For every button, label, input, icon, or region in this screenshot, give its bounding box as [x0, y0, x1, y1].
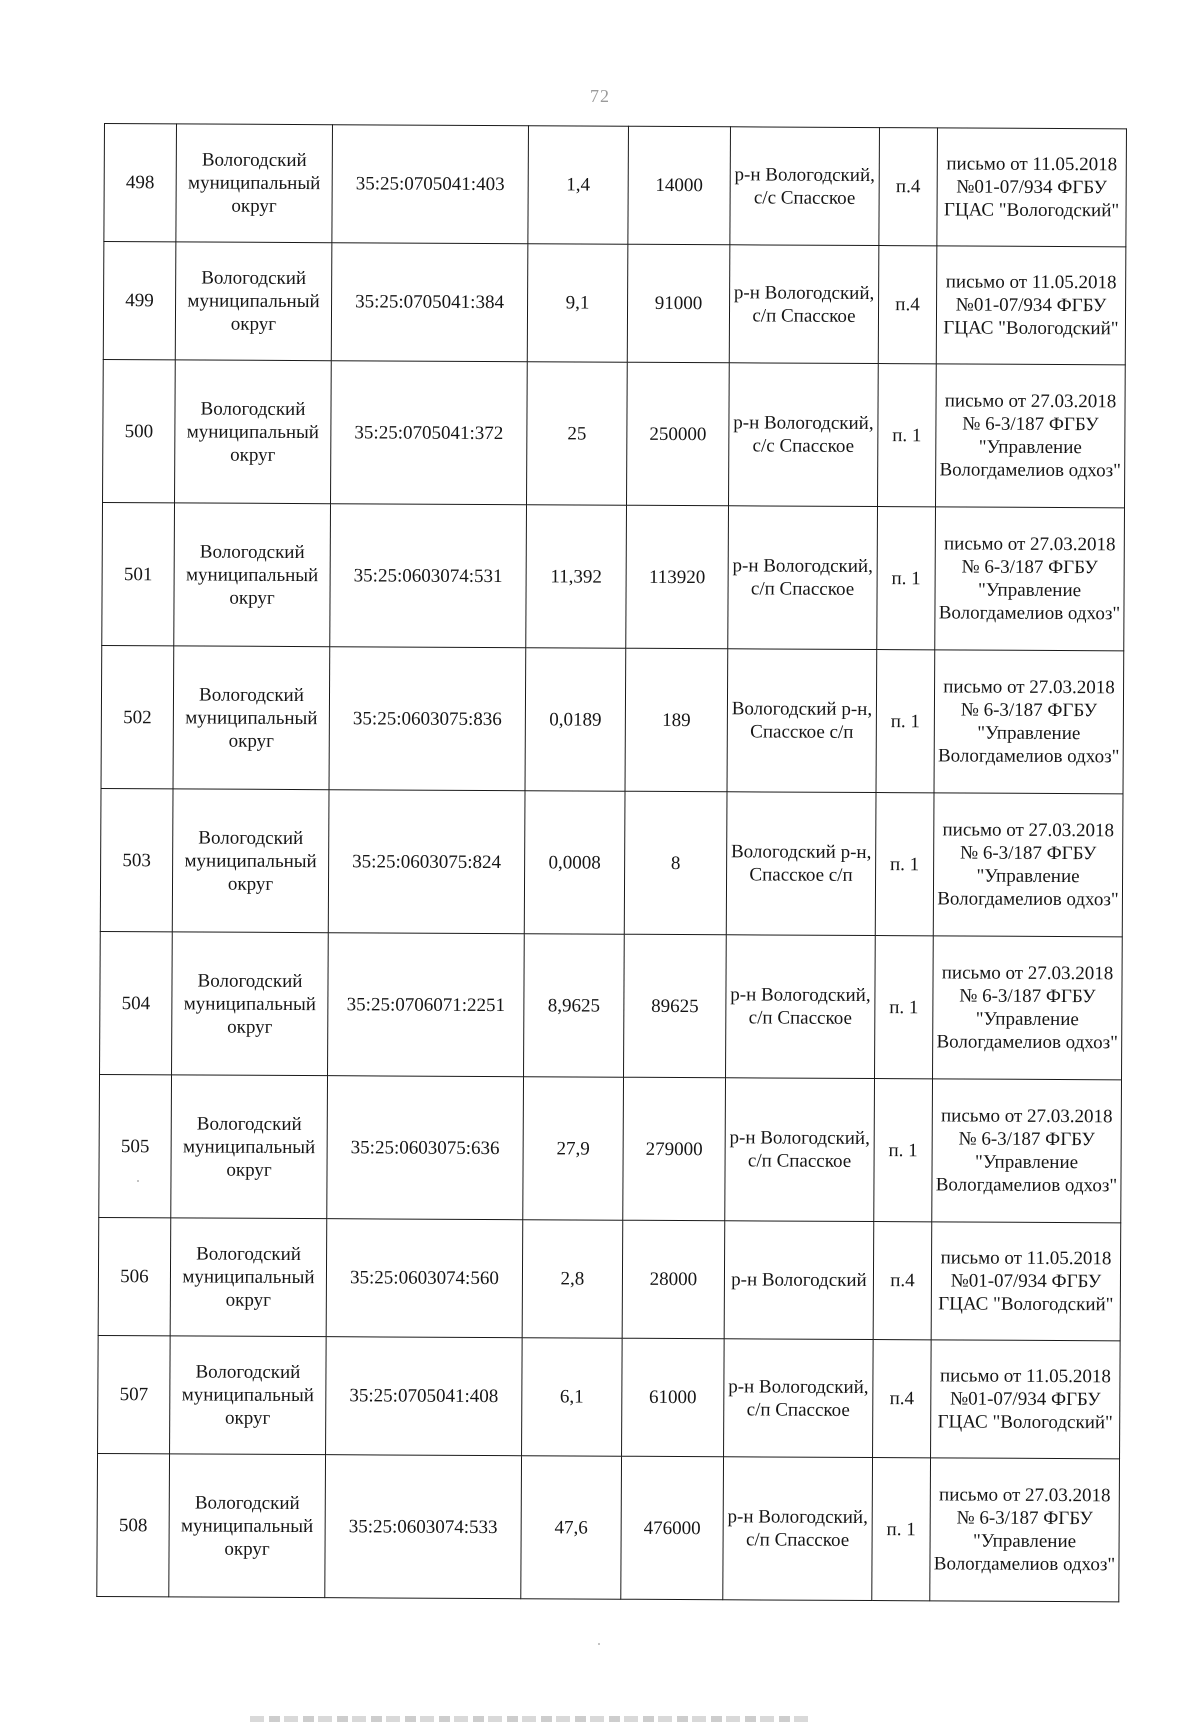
- cadastral-number-cell: 35:25:0705041:372: [331, 361, 528, 505]
- table-row: [100, 931, 1123, 1079]
- cadastral-number-cell: 35:25:0705041:403: [332, 125, 529, 244]
- clause-cell: п. 1: [872, 1458, 931, 1601]
- area-m2-cell: 89625: [624, 934, 727, 1078]
- basis-document-cell: письмо от 27.03.2018 № 6-3/187 ФГБУ "Управление Вологдамелиов одхоз": [932, 1079, 1122, 1223]
- area-m2-cell: 8: [624, 791, 727, 935]
- table-body: [97, 124, 1127, 1602]
- clause-cell: п. 1: [876, 650, 935, 793]
- clause-cell: п. 1: [874, 1079, 933, 1222]
- owner-cell: Вологодский муниципальный округ: [171, 1075, 328, 1219]
- cadastral-number-cell: 35:25:0603074:533: [325, 1455, 522, 1599]
- location-cell: р-н Вологодский, с/п Спасское: [724, 1339, 874, 1458]
- row-number-cell: 499: [103, 242, 176, 360]
- area-m2-cell: 189: [625, 648, 728, 792]
- clause-cell: п.4: [873, 1222, 932, 1340]
- basis-document-cell: письмо от 27.03.2018 № 6-3/187 ФГБУ "Управление Вологдамелиов одхоз": [930, 1458, 1120, 1602]
- area-ha-cell: 0,0189: [525, 648, 626, 792]
- table-row: [104, 124, 1127, 247]
- area-ha-cell: 1,4: [528, 126, 629, 245]
- basis-document-cell: письмо от 27.03.2018 № 6-3/187 ФГБУ "Управление Вологдамелиов одхоз": [936, 364, 1126, 508]
- area-m2-cell: 91000: [627, 244, 730, 363]
- area-ha-cell: 11,392: [526, 505, 627, 649]
- land-plots-table: [96, 123, 1127, 1602]
- table-row: [98, 1335, 1121, 1458]
- table-row: [102, 502, 1125, 650]
- owner-cell: Вологодский муниципальный округ: [170, 1218, 327, 1337]
- location-cell: р-н Вологодский, с/с Спасское: [729, 363, 879, 507]
- area-m2-cell: 279000: [623, 1077, 726, 1221]
- owner-cell: Вологодский муниципальный округ: [172, 789, 329, 933]
- location-cell: р-н Вологодский, с/п Спасское: [723, 1457, 873, 1601]
- owner-cell: Вологодский муниципальный округ: [172, 932, 329, 1076]
- table-row: [103, 359, 1126, 507]
- clause-cell: п. 1: [875, 793, 934, 936]
- area-m2-cell: 250000: [627, 362, 730, 506]
- clause-cell: п. 1: [877, 507, 936, 650]
- area-m2-cell: 476000: [621, 1456, 724, 1600]
- area-ha-cell: 6,1: [522, 1338, 623, 1457]
- table-row: [99, 1074, 1122, 1222]
- page-number: 72: [590, 86, 610, 106]
- row-number-cell: 500: [103, 359, 176, 502]
- basis-document-cell: письмо от 27.03.2018 № 6-3/187 ФГБУ "Управление Вологдамелиов одхоз": [933, 936, 1123, 1080]
- table-row: [101, 645, 1124, 793]
- row-number-cell: 503: [100, 788, 173, 931]
- owner-cell: Вологодский муниципальный округ: [173, 646, 330, 790]
- cadastral-number-cell: 35:25:0603074:560: [326, 1219, 523, 1338]
- row-number-cell: 505: [99, 1074, 172, 1217]
- area-ha-cell: 8,9625: [524, 934, 625, 1078]
- location-cell: р-н Вологодский, с/п Спасское: [726, 935, 876, 1079]
- location-cell: р-н Вологодский, с/с Спасское: [730, 127, 880, 246]
- location-cell: р-н Вологодский, с/п Спасское: [728, 506, 878, 650]
- row-number-cell: 506: [98, 1217, 171, 1335]
- area-m2-cell: 61000: [622, 1338, 725, 1457]
- row-number-cell: 504: [100, 931, 173, 1074]
- scan-speck: [598, 1643, 600, 1645]
- cadastral-number-cell: 35:25:0706071:2251: [328, 933, 525, 1077]
- basis-document-cell: письмо от 11.05.2018 №01-07/934 ФГБУ ГЦАС "Вологодский": [931, 1222, 1121, 1341]
- location-cell: р-н Вологодский, с/п Спасское: [725, 1078, 875, 1222]
- basis-document-cell: письмо от 11.05.2018 №01-07/934 ФГБУ ГЦАС "Вологодский": [936, 246, 1126, 365]
- clause-cell: п. 1: [875, 936, 934, 1079]
- location-cell: Вологодский р-н, Спасское с/п: [727, 649, 877, 793]
- area-ha-cell: 47,6: [521, 1456, 622, 1600]
- table-row: [103, 242, 1126, 365]
- cadastral-number-cell: 35:25:0705041:384: [331, 243, 528, 362]
- cadastral-number-cell: 35:25:0603075:824: [328, 790, 525, 934]
- area-m2-cell: 28000: [622, 1220, 725, 1339]
- owner-cell: Вологодский муниципальный округ: [175, 242, 332, 361]
- scan-speck: [137, 1180, 139, 1182]
- clause-cell: п.4: [878, 246, 937, 364]
- owner-cell: Вологодский муниципальный округ: [170, 1336, 327, 1455]
- row-number-cell: 498: [104, 124, 177, 242]
- clause-cell: п.4: [873, 1340, 932, 1458]
- area-ha-cell: 9,1: [527, 244, 628, 363]
- cadastral-number-cell: 35:25:0603075:636: [327, 1076, 524, 1220]
- row-number-cell: 502: [101, 645, 174, 788]
- basis-document-cell: письмо от 27.03.2018 № 6-3/187 ФГБУ "Управление Вологдамелиов одхоз": [935, 507, 1125, 651]
- basis-document-cell: письмо от 27.03.2018 № 6-3/187 ФГБУ "Управление Вологдамелиов одхоз": [934, 650, 1124, 794]
- area-ha-cell: 25: [527, 362, 628, 506]
- area-ha-cell: 27,9: [523, 1077, 624, 1221]
- owner-cell: Вологодский муниципальный округ: [174, 503, 331, 647]
- scan-artifact: [250, 1716, 810, 1722]
- location-cell: Вологодский р-н, Спасское с/п: [726, 792, 876, 936]
- row-number-cell: 501: [102, 502, 175, 645]
- cadastral-number-cell: 35:25:0603074:531: [330, 504, 527, 648]
- row-number-cell: 508: [97, 1453, 170, 1596]
- cadastral-number-cell: 35:25:0705041:408: [326, 1337, 523, 1456]
- row-number-cell: 507: [98, 1335, 171, 1453]
- clause-cell: п.4: [879, 128, 938, 246]
- owner-cell: Вологодский муниципальный округ: [175, 360, 332, 504]
- area-m2-cell: 14000: [628, 126, 731, 245]
- area-ha-cell: 0,0008: [524, 791, 625, 935]
- clause-cell: п. 1: [878, 364, 937, 507]
- area-ha-cell: 2,8: [522, 1220, 623, 1339]
- basis-document-cell: письмо от 27.03.2018 № 6-3/187 ФГБУ "Управление Вологдамелиов одхоз": [933, 793, 1123, 937]
- basis-document-cell: письмо от 11.05.2018 №01-07/934 ФГБУ ГЦАС "Вологодский": [931, 1340, 1121, 1459]
- cadastral-number-cell: 35:25:0603075:836: [329, 647, 526, 791]
- basis-document-cell: письмо от 11.05.2018 №01-07/934 ФГБУ ГЦАС "Вологодский": [937, 128, 1127, 247]
- area-m2-cell: 113920: [626, 505, 729, 649]
- table-row: [97, 1453, 1120, 1601]
- table-row: [98, 1217, 1121, 1340]
- owner-cell: Вологодский муниципальный округ: [169, 1454, 326, 1598]
- owner-cell: Вологодский муниципальный округ: [176, 124, 333, 243]
- location-cell: р-н Вологодский, с/п Спасское: [729, 245, 879, 364]
- table-row: [100, 788, 1123, 936]
- location-cell: р-н Вологодский: [724, 1221, 874, 1340]
